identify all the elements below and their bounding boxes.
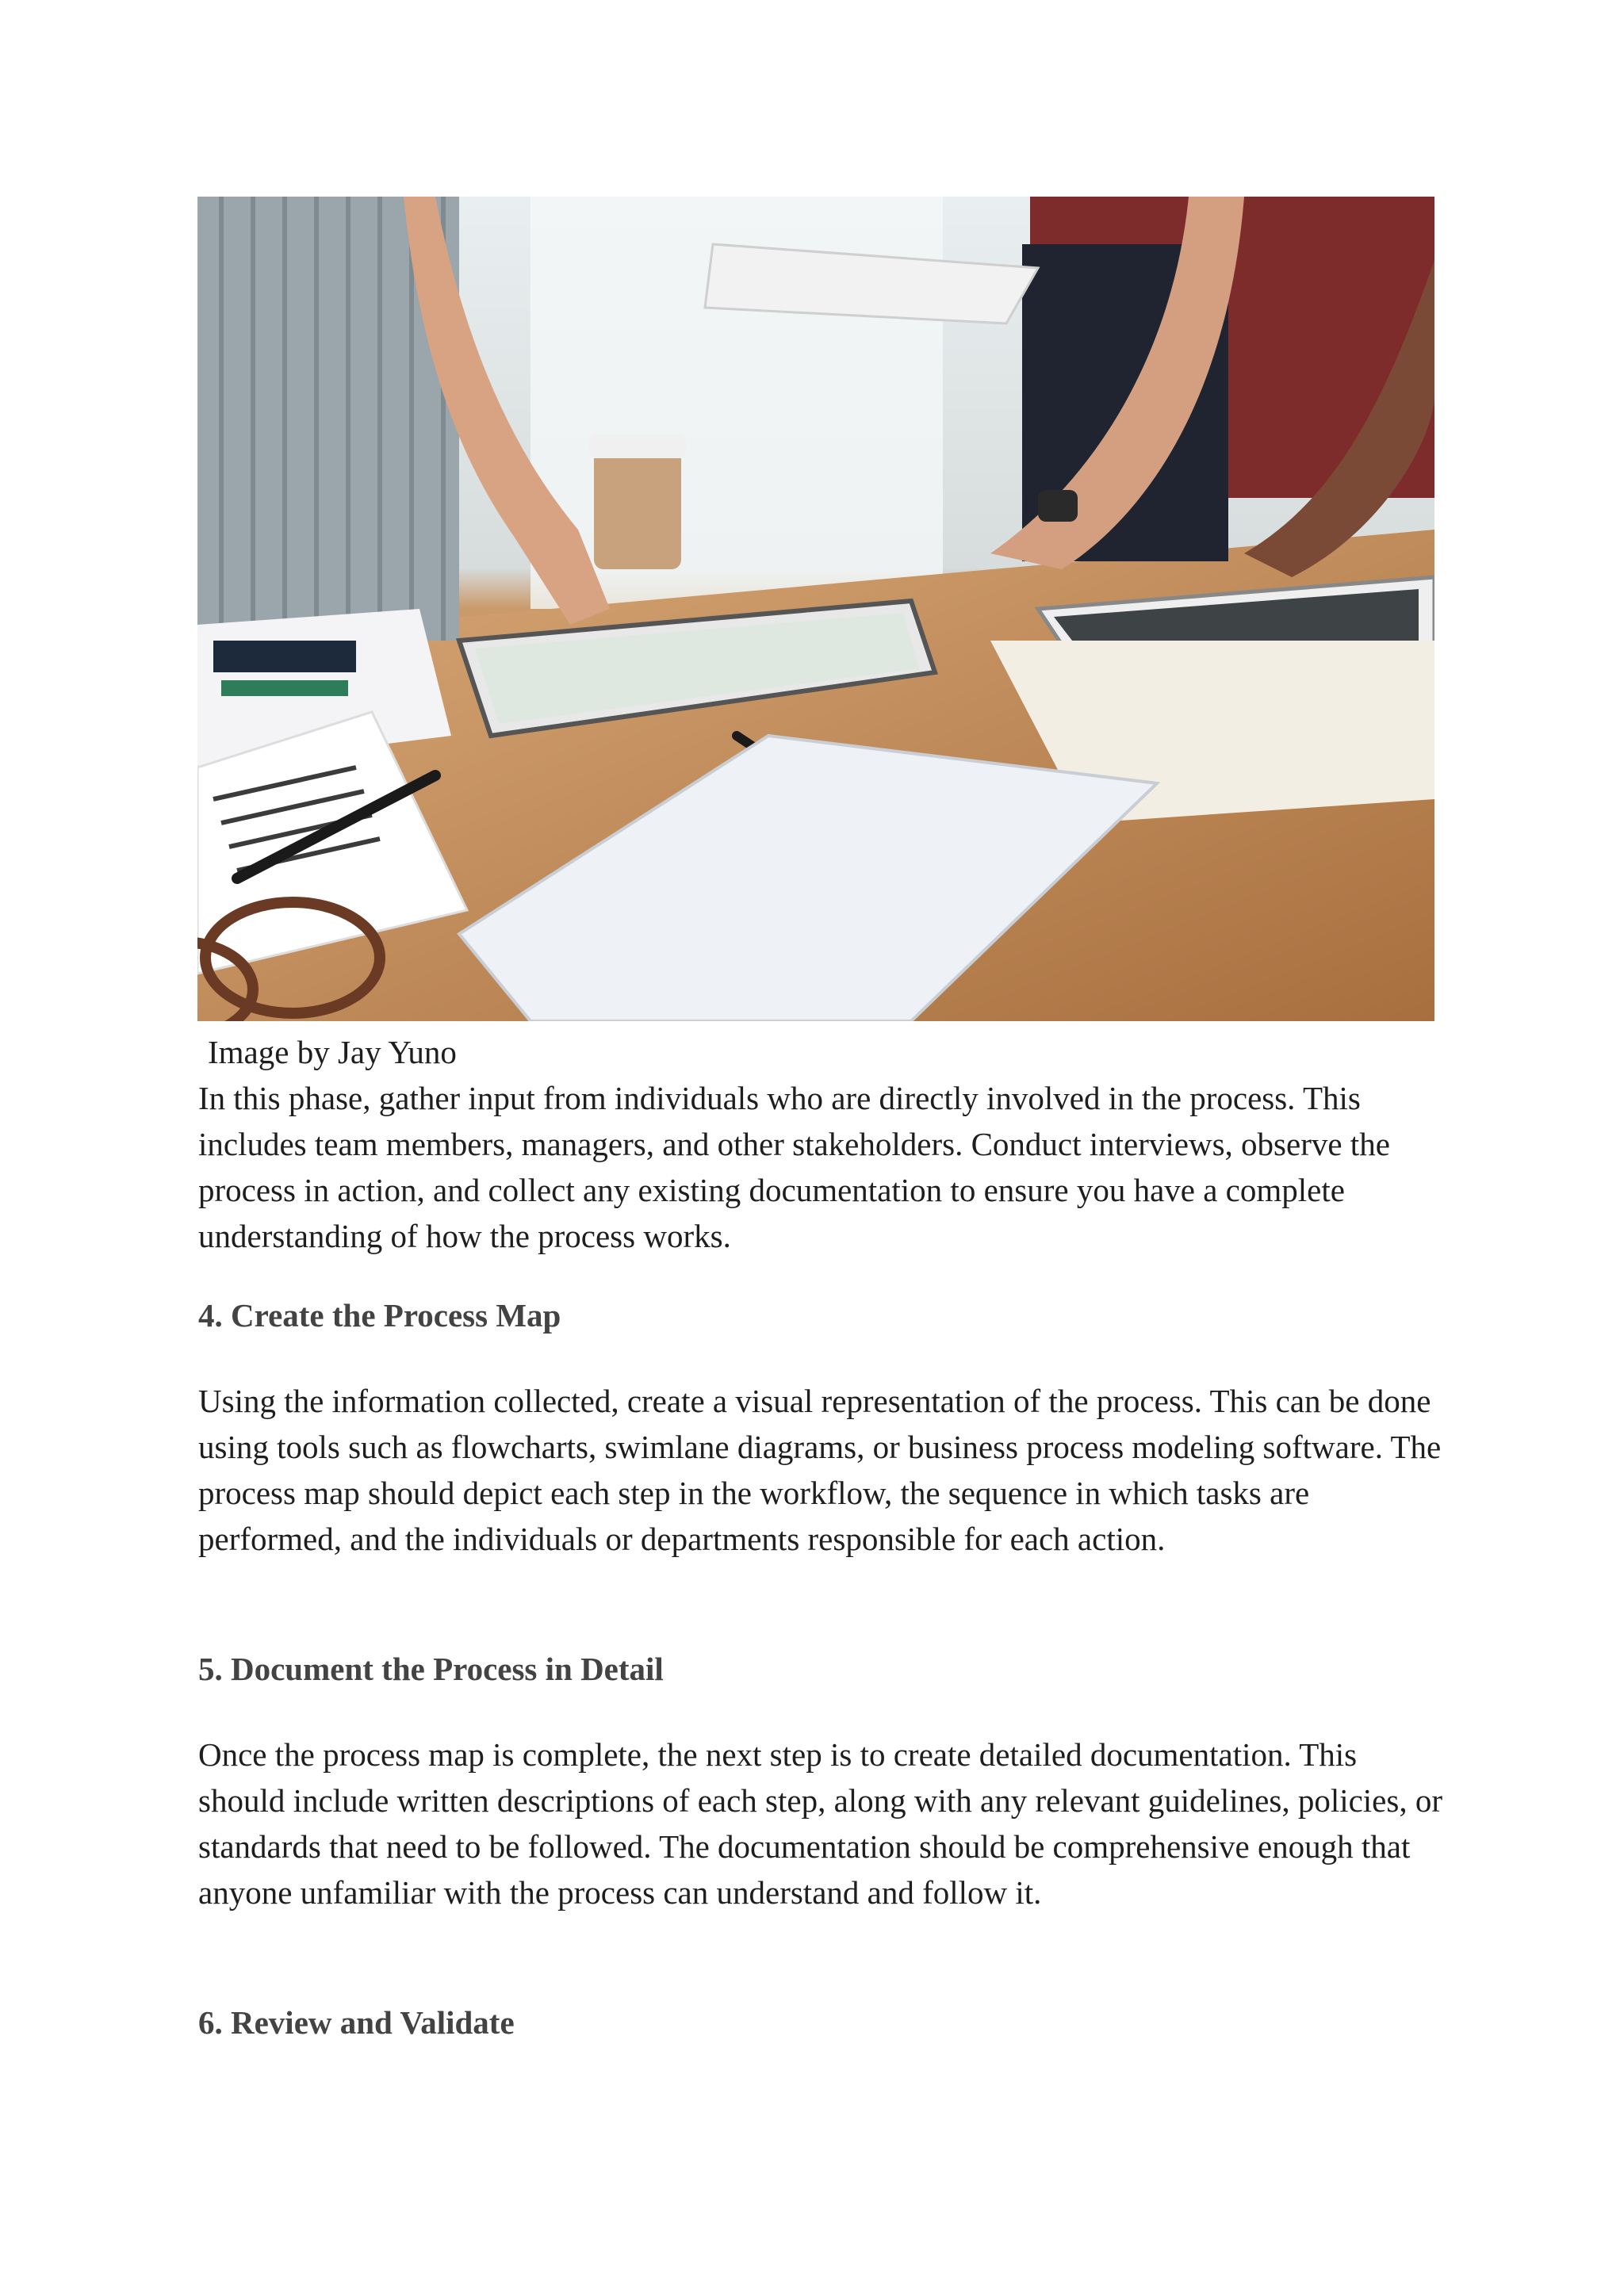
photo-illustration: [197, 197, 1434, 1021]
section-heading-review-validate: 6. Review and Validate: [198, 2004, 515, 2041]
section-body-create-process-map: Using the information collected, create a visual representation of the process. This can be done using tools such as flowcharts, swimlane diagrams, or business process modeling software. The process map should depict each step in the workflow, the sequence in which tasks are performed, and the individuals or departments responsible for each action.: [198, 1383, 1442, 1557]
section-heading-create-process-map: 4. Create the Process Map: [198, 1297, 561, 1334]
intro-paragraph: In this phase, gather input from individuals who are directly involved in the process. This includes team members, managers, and other stakeholders. Conduct interviews, observe the process in action, and collect any existing documentation to ensure you have a complete understanding of how the process works.: [198, 1080, 1390, 1254]
section-body-document-process: Once the process map is complete, the next step is to create detailed documentation. This should include written descriptions of each step, along with any relevant guidelines, policies, or standards that need to be followed. The documentation should be comprehensive enough that anyone unfamiliar with the process can understand and follow it.: [198, 1736, 1442, 1911]
office-meeting-photo: [197, 197, 1434, 1021]
section-heading-document-process: 5. Document the Process in Detail: [198, 1651, 664, 1687]
image-caption: Image by Jay Yuno: [208, 1034, 457, 1070]
